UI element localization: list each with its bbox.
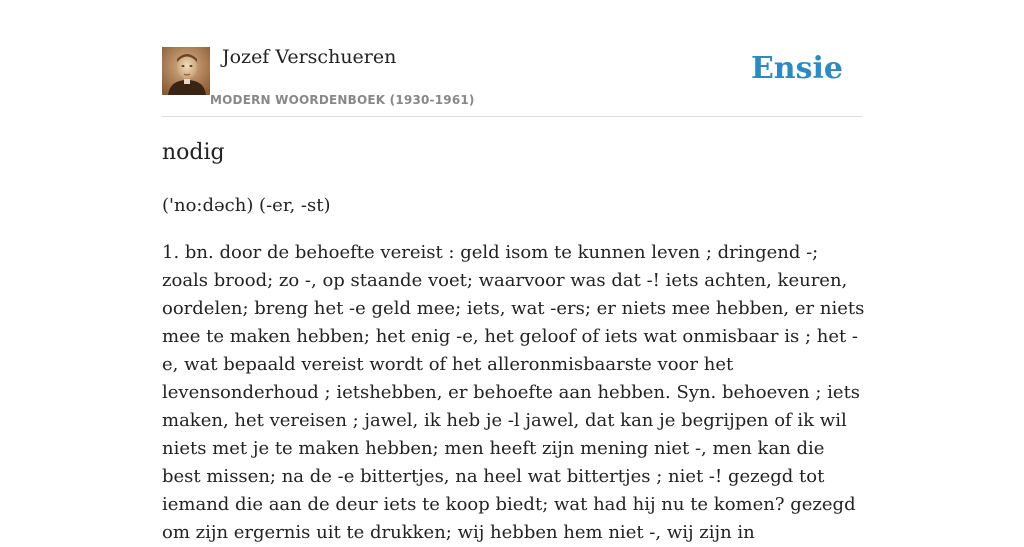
entry-term: nodig: [162, 140, 225, 165]
definition-text: 1. bn. door de behoefte vereist : geld isom te kunnen leven ; dringend -; zoals brood; zo -, op staande voet; waarvoor was dat -! iets achten, keuren, oordelen; breng het -e geld mee; iets, wat -ers; er niets mee hebben, er niets mee te maken hebben; het enig -e, het geloof of iets wat onmisbaar is ; het -e, wat bepaald vereist wordt of het alleronmisbaarste voor het levensonderhoud ; ietshebben, er behoefte aan hebben. Syn. behoeven ; iets maken, het vereisen ; jawel, ik heb je -l jawel, dat kan je begrijpen of ik wil niets met je te maken hebben; men heeft zijn mening niet -, men kan die best missen; na de -e bittertjes, na heel wat bittertjes ; niet -! gezegd tot iemand die aan de deur iets te koop biedt; wat had hij nu te komen? gezegd om zijn ergernis uit te drukken; wij hebben hem niet -, wij zijn in: [162, 242, 865, 543]
author-avatar[interactable]: [162, 47, 210, 95]
pronunciation: ('no:dəch) (-er, -st): [162, 195, 331, 216]
source-dictionary[interactable]: MODERN WOORDENBOEK (1930-1961): [210, 93, 475, 107]
author-portrait-icon: [162, 47, 210, 95]
ensie-logo[interactable]: Ensie: [750, 51, 843, 86]
author-name[interactable]: Jozef Verschueren: [222, 46, 397, 68]
entry-header: [162, 46, 862, 117]
